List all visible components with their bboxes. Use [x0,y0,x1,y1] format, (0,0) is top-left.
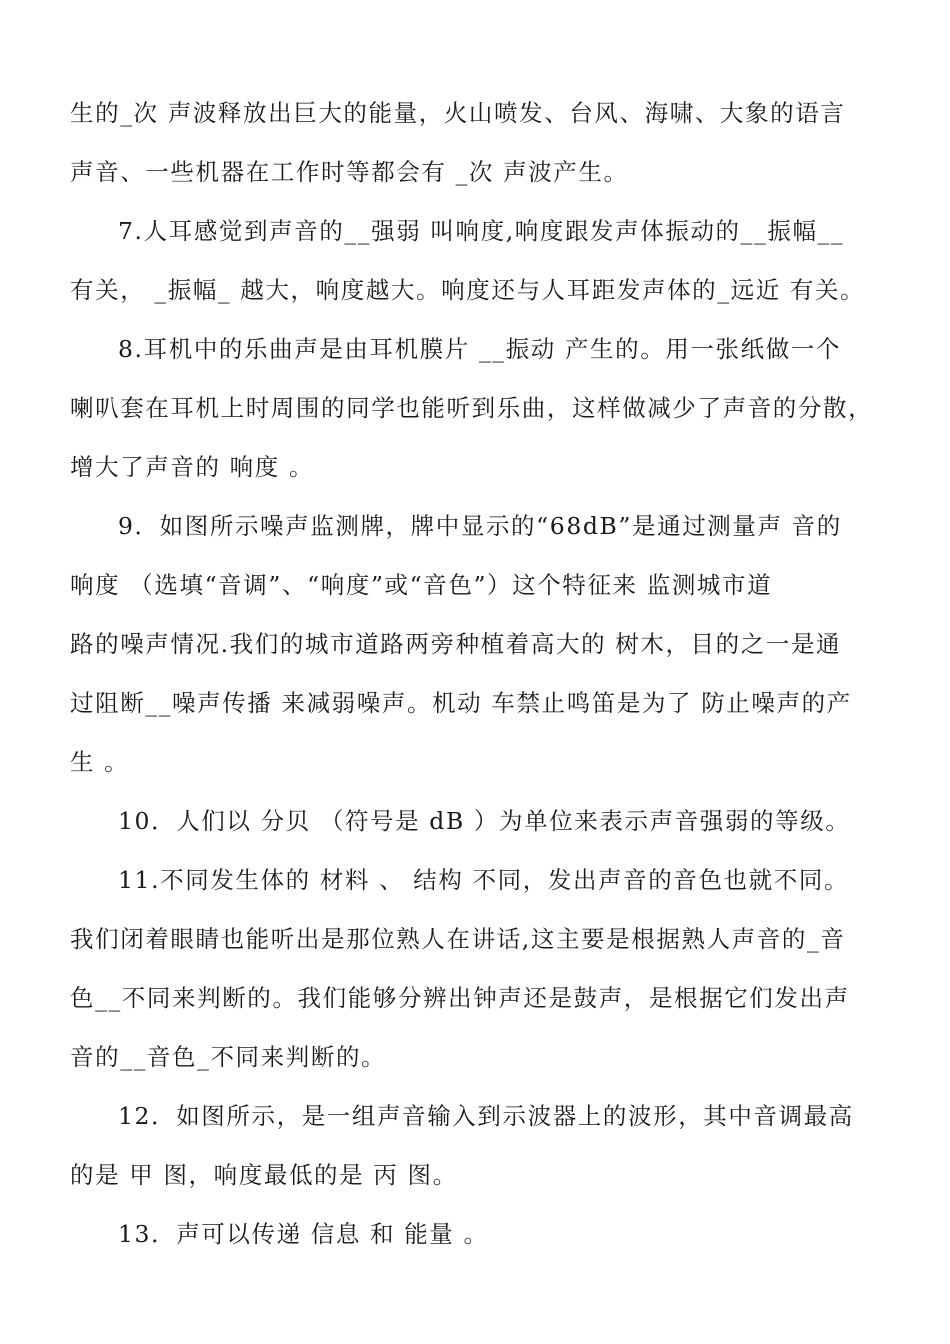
text-line: 音的__音色_不同来判断的。 [70,1043,387,1071]
text-line: 生 。 [70,748,130,776]
text-line: 9．如图所示噪声监测牌，牌中显示的“68dB”是通过测量声 音的 [118,512,842,540]
text-line: 色__不同来判断的。我们能够分辨出钟声还是鼓声，是根据它们发出声 [70,984,850,1012]
text-line: 增大了声音的 响度 。 [70,453,315,481]
text-line: 11.不同发生体的 材料 、 结构 不同，发出声音的音色也就不同。 [118,866,850,894]
text-line: 喇叭套在耳机上时周围的同学也能听到乐曲，这样做减少了声音的分散， [70,394,874,422]
text-line: 过阻断__噪声传播 来减弱噪声。机动 车禁止鸣笛是为了 防止噪声的产 [70,689,852,717]
text-line: 10．人们以 分贝 （符号是 dB ）为单位来表示声音强弱的等级。 [118,807,851,835]
text-line: 12．如图所示，是一组声音输入到示波器上的波形，其中音调最高 [118,1102,854,1130]
text-line: 路的噪声情况.我们的城市道路两旁种植着高大的 树木，目的之一是通 [70,630,842,658]
text-line: 有关， _振幅_ 越大，响度越大。响度还与人耳距发声体的_远近 有关。 [70,276,866,304]
text-line: 8.耳机中的乐曲声是由耳机膜片 __振动 产生的。用一张纸做一个 [118,335,842,363]
text-line: 生的_次 声波释放出巨大的能量，火山喷发、台风、海啸、大象的语言 [70,99,846,127]
text-line: 声音、一些机器在工作时等都会有 _次 声波产生。 [70,158,629,186]
text-line: 13．声可以传递 信息 和 能量 。 [118,1220,489,1248]
text-line: 7.人耳感觉到声音的__强弱 叫响度,响度跟发声体振动的__振幅__ [118,217,845,245]
text-line: 响度 （选填“音调”、“响度”或“音色”）这个特征来 监测城市道 [70,571,773,599]
text-line: 我们闭着眼睛也能听出是那位熟人在讲话,这主要是根据熟人声音的_音 [70,925,846,953]
text-line: 的是 甲 图，响度最低的是 丙 图。 [70,1161,458,1189]
